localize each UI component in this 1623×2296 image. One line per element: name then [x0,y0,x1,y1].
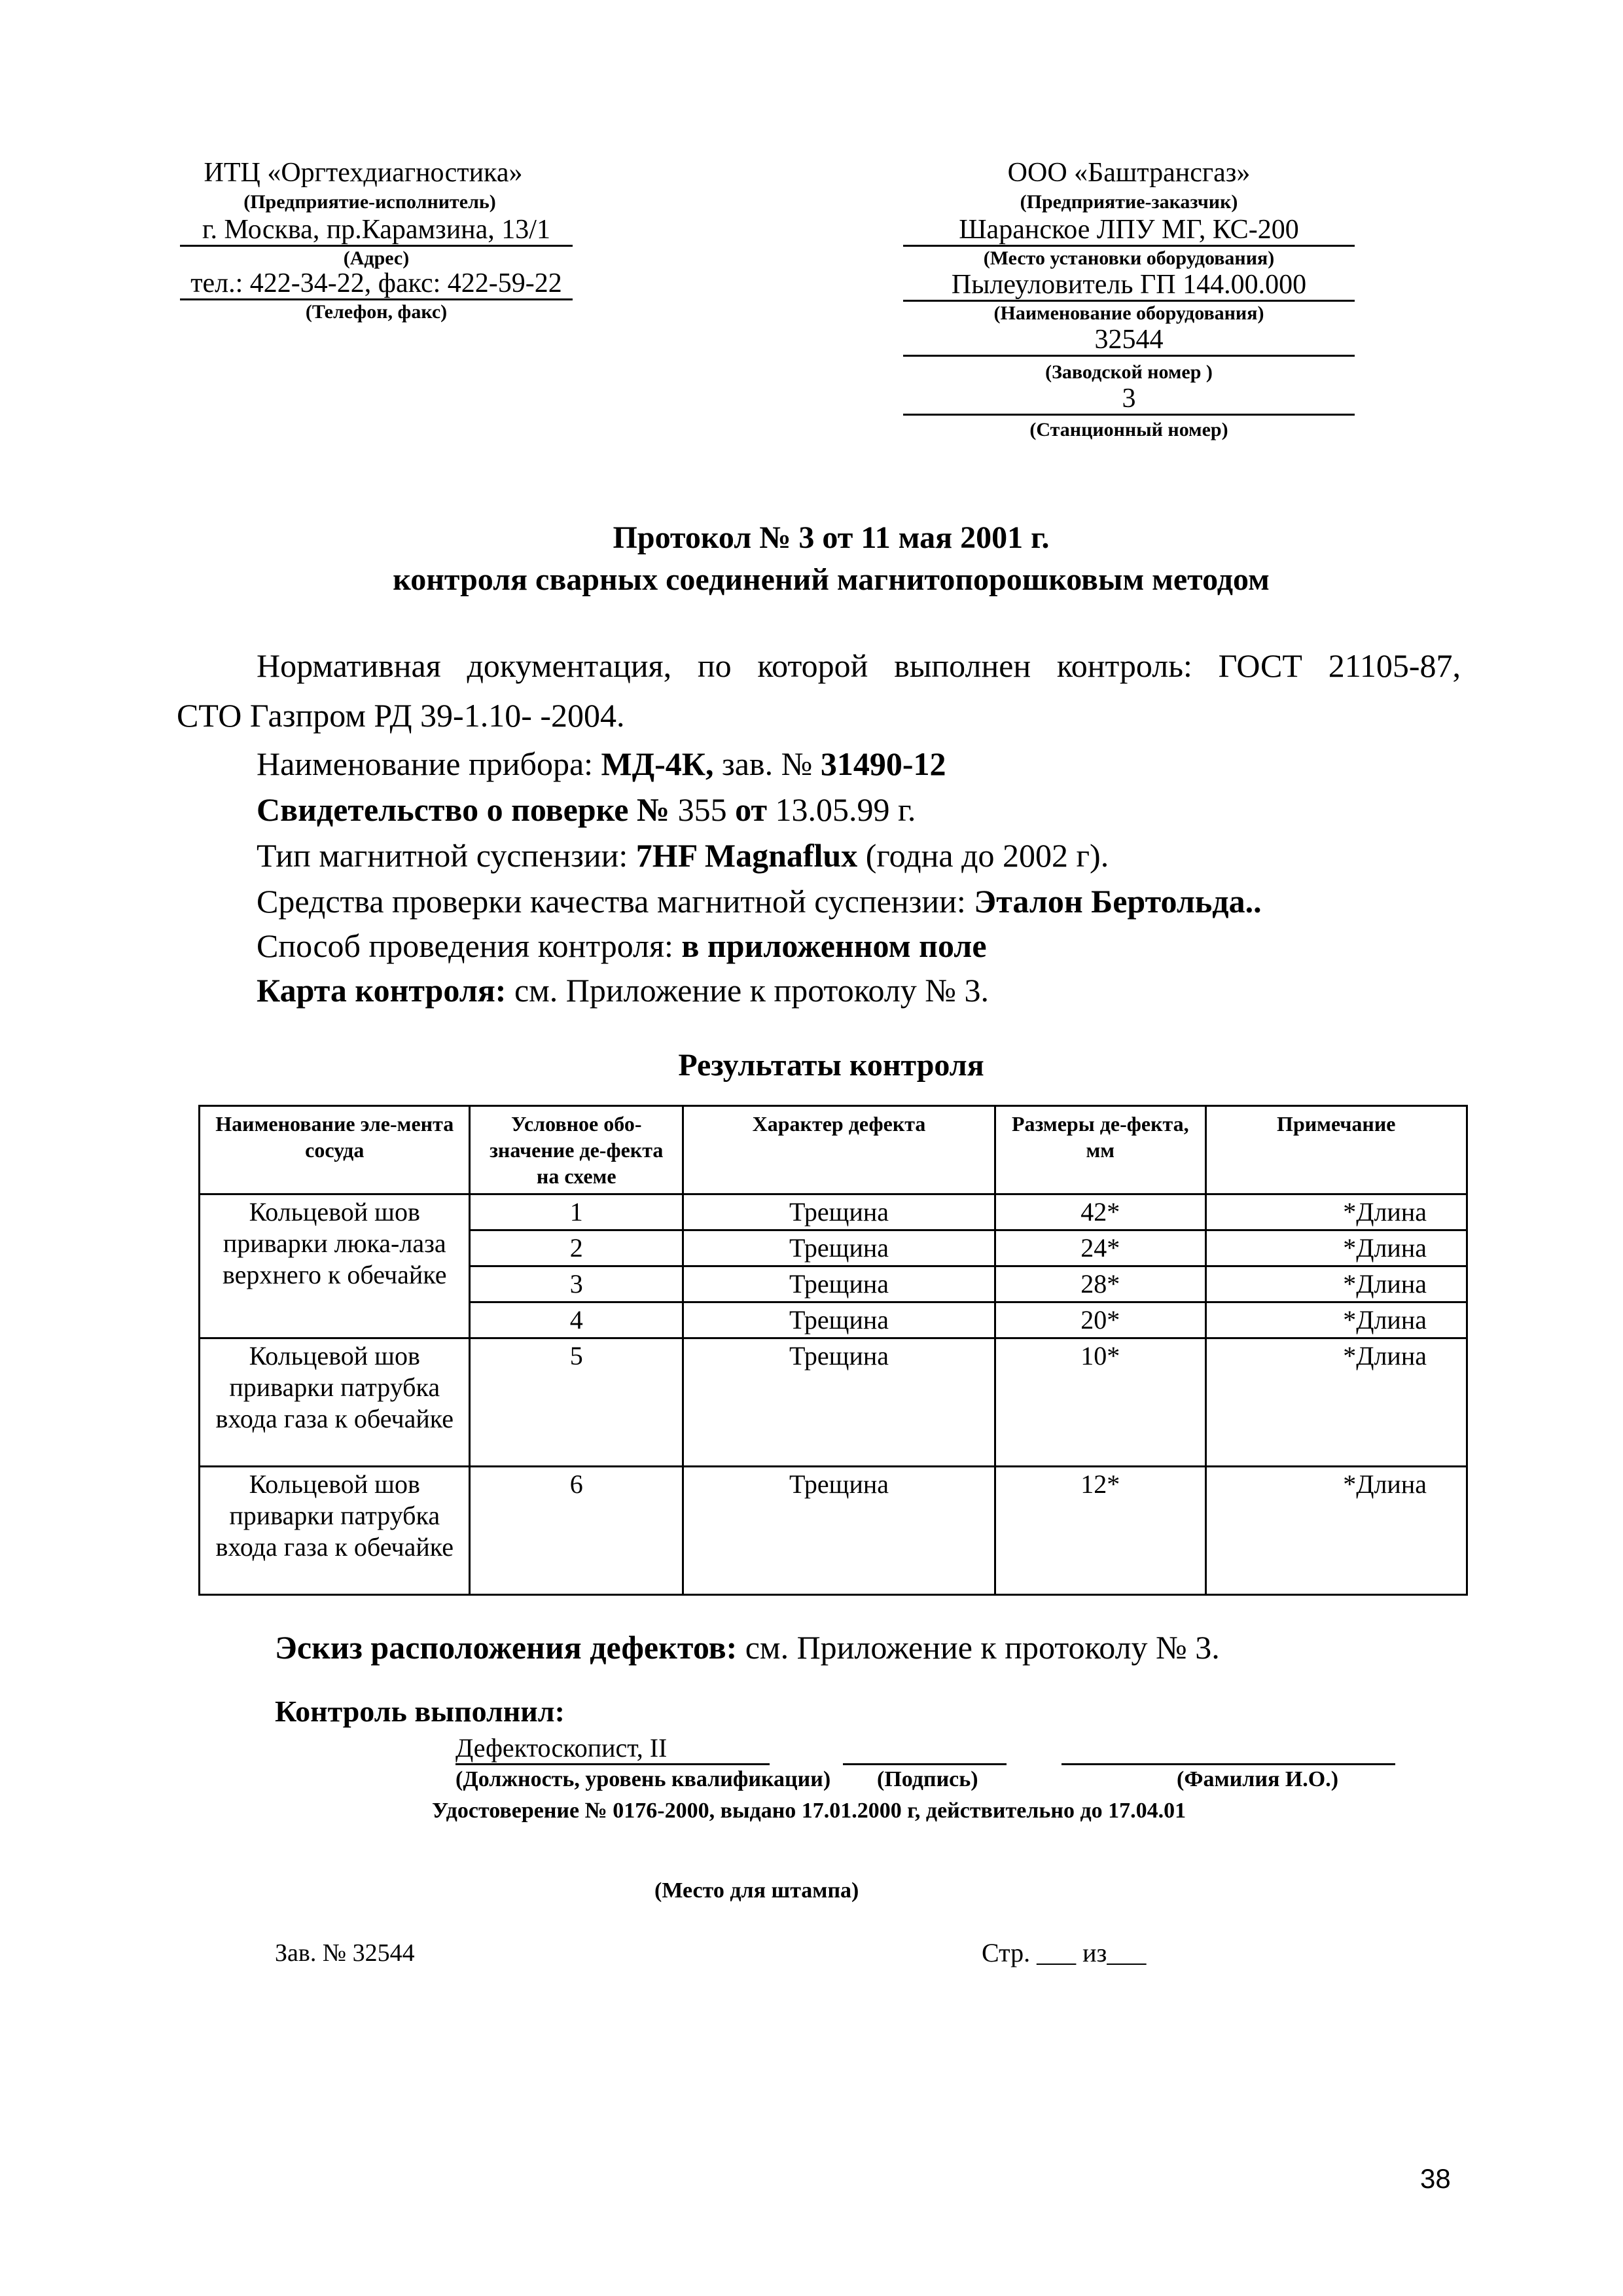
defect-num: 6 [470,1467,683,1595]
equipment-name: Пылеуловитель ГП 144.00.000 [903,270,1355,302]
sketch-value: см. Приложение к протоколу № 3. [745,1629,1220,1666]
method-value: в приложенном поле [681,927,987,964]
name-line [1061,1733,1395,1765]
equipment-name-label: (Наименование оборудования) [993,302,1264,324]
defect-size: 12* [995,1467,1205,1595]
header-element: Наименование эле-мента сосуда [200,1106,470,1194]
equipment-location-label: (Место установки оборудования) [983,247,1275,269]
footer-page-of: Стр. ___ из___ [982,1938,1147,1967]
suspension-label: Тип магнитной суспензии: [257,837,628,874]
protocol-title-line2: контроля сварных соединений магнитопорошковым методом [393,562,1270,597]
defect-type: Трещина [683,1194,995,1230]
suspension-value: 7HF Magnaflux [635,837,858,874]
defect-size: 20* [995,1302,1205,1338]
sketch-line [275,1626,1220,1669]
customer-org-label: (Предприятие-заказчик) [1020,191,1238,213]
map-value: см. Приложение к протоколу № 3. [514,972,989,1009]
defect-type: Трещина [683,1230,995,1266]
executor-phone-label: (Телефон, факс) [305,301,448,323]
element-cell: Кольцевой шов приварки патрубка входа газа к обечайке [200,1338,470,1467]
defect-note: *Длина [1205,1467,1467,1595]
executor-address: г. Москва, пр.Карамзина, 13/1 [180,215,573,247]
defect-num: 3 [470,1266,683,1302]
customer-org: ООО «Баштрансгаз» [1007,158,1251,188]
executor-org-label: (Предприятие-исполнитель) [243,191,496,213]
serial-number-label: (Заводской номер ) [1045,361,1213,383]
defect-size: 10* [995,1338,1205,1467]
table-row [200,1194,1467,1230]
defect-size: 24* [995,1230,1205,1266]
defect-note: *Длина [1205,1302,1467,1338]
table-header-row [200,1106,1467,1194]
station-number-label: (Станционный номер) [1029,419,1228,440]
footer-serial: Зав. № 32544 [275,1939,415,1967]
defect-num: 4 [470,1302,683,1338]
sign-label: (Подпись) [877,1767,978,1791]
results-table [198,1105,1468,1596]
results-heading: Результаты контроля [678,1048,984,1083]
defect-type: Трещина [683,1338,995,1467]
defect-note: *Длина [1205,1194,1467,1230]
header-defect-mark: Условное обо-значение де-фекта на схеме [470,1106,683,1194]
method-line [257,924,987,967]
executor-org: ИТЦ «Оргтехдиагностика» [204,158,523,188]
check-label: Средства проверки качества магнитной суспензии: [257,883,966,920]
check-value: Эталон Бертольда.. [974,883,1262,920]
device-label: Наименование прибора: [257,745,594,782]
defect-note: *Длина [1205,1338,1467,1467]
inspector-position: Дефектоскопист, II [455,1733,770,1765]
element-cell: Кольцевой шов приварки люка-лаза верхнего к обечайке [200,1194,470,1338]
table-row [200,1467,1467,1595]
table-row [200,1338,1467,1467]
cert-line [257,788,916,831]
element-cell: Кольцевой шов приварки патрубка входа газа к обечайке [200,1467,470,1595]
header-defect-size: Размеры де-фекта, мм [995,1106,1205,1194]
defect-num: 2 [470,1230,683,1266]
name-label: (Фамилия И.О.) [1177,1767,1339,1791]
suspension-line [257,834,1109,877]
suspension-note: (годна до 2002 г). [865,837,1109,874]
defect-note: *Длина [1205,1230,1467,1266]
device-num: 31490-12 [820,745,946,782]
device-num-label: зав. № [722,745,813,782]
signature-line [843,1733,1007,1765]
cert-date: 13.05.99 г. [775,791,916,828]
station-number: 3 [903,384,1355,416]
equipment-location: Шаранское ЛПУ МГ, КС-200 [903,215,1355,247]
protocol-title [196,517,1466,601]
signature-heading: Контроль выполнил: [275,1695,565,1728]
header-note: Примечание [1205,1106,1467,1194]
serial-number: 32544 [903,325,1355,357]
executor-phone: тел.: 422-34-22, факс: 422-59-22 [180,268,573,300]
defect-num: 1 [470,1194,683,1230]
cert-from: от [735,791,768,828]
inspector-certificate: Удостоверение № 0176-2000, выдано 17.01.2000 г, действительно до 17.04.01 [432,1799,1186,1823]
check-line [257,880,1262,923]
position-label: (Должность, уровень квалификации) [455,1767,831,1791]
device-value: МД-4К, [601,745,714,782]
normative-docs-cont: СТО Газпром РД 39-1.10- -2004. [177,697,625,734]
defect-size: 28* [995,1266,1205,1302]
cert-label: Свидетельство о поверке № [257,791,670,828]
executor-address-label: (Адрес) [343,247,410,269]
device-line [257,742,946,785]
defect-type: Трещина [683,1266,995,1302]
protocol-title-line1: Протокол № 3 от 11 мая 2001 г. [613,520,1050,555]
defect-size: 42* [995,1194,1205,1230]
defect-num: 5 [470,1338,683,1467]
defect-type: Трещина [683,1302,995,1338]
defect-note: *Длина [1205,1266,1467,1302]
map-label: Карта контроля: [257,972,507,1009]
cert-num: 355 [677,791,727,828]
method-label: Способ проведения контроля: [257,927,673,964]
map-line [257,969,989,1012]
header-defect-type: Характер дефекта [683,1106,995,1194]
page-number: 38 [1420,2163,1451,2194]
defect-type: Трещина [683,1467,995,1595]
stamp-place: (Место для штампа) [654,1878,859,1903]
sketch-label: Эскиз расположения дефектов: [275,1629,738,1666]
normative-docs: Нормативная документация, по которой выполнен контроль: ГОСТ 21105-87, [257,647,1461,684]
